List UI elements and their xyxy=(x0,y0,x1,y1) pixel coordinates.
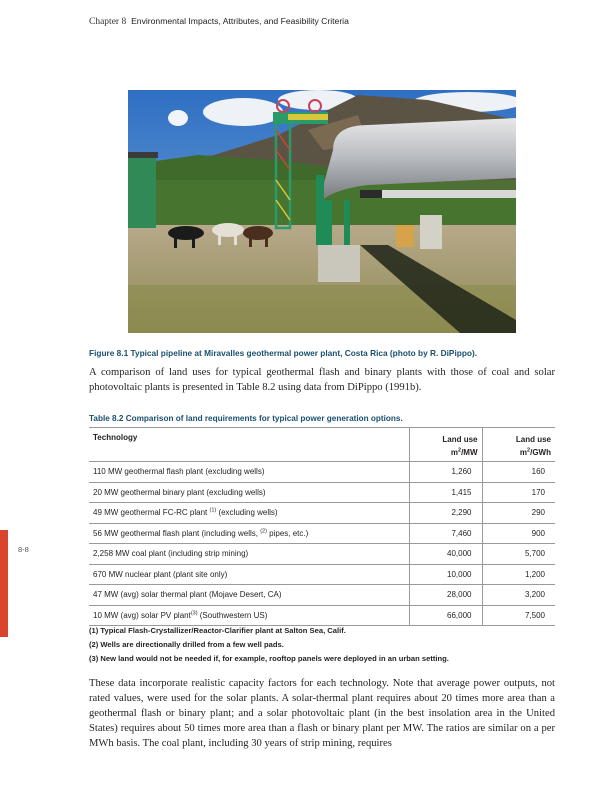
column-header-land-use-mw xyxy=(409,428,482,462)
technology-cell xyxy=(89,544,409,565)
unit-exponent: 2 xyxy=(458,447,462,454)
footnote-3: (3) New land would not be needed if, for example, rooftop panels were deployed in an urban setting. xyxy=(89,654,449,663)
cell-text: 20 MW geothermal binary plant (excluding wells) xyxy=(93,487,266,497)
table-footnotes xyxy=(89,624,449,666)
cell-text: 47 MW (avg) solar thermal plant (Mojave Desert, CA) xyxy=(93,590,282,600)
technology-cell xyxy=(89,503,409,524)
land-use-gwh-cell: 900 xyxy=(482,523,555,544)
photo-image-icon xyxy=(128,90,516,333)
table-row xyxy=(89,523,555,544)
column-header-land-use-gwh xyxy=(482,428,555,462)
technology-cell xyxy=(89,564,409,585)
land-use-gwh-cell: 7,500 xyxy=(482,605,555,626)
cell-text: 56 MW geothermal flash plant (including wells, xyxy=(93,528,261,538)
land-use-table xyxy=(89,427,555,626)
land-use-mw-cell: 66,000 xyxy=(409,605,482,626)
land-use-mw-cell: 1,415 xyxy=(409,482,482,503)
table-row xyxy=(89,482,555,503)
chapter-title: Environmental Impacts, Attributes, and Feasibility Criteria xyxy=(131,16,349,26)
table-row xyxy=(89,585,555,606)
page-number: 8-8 xyxy=(18,545,29,554)
cell-text: 10 MW (avg) solar PV plant xyxy=(93,610,191,620)
technology-cell xyxy=(89,462,409,483)
table-row xyxy=(89,462,555,483)
table-header-row xyxy=(89,428,555,462)
table-row xyxy=(89,503,555,524)
figure-photo xyxy=(128,90,516,333)
table-caption: Table 8.2 Comparison of land requirements for typical power generation options. xyxy=(89,414,403,423)
land-use-gwh-cell: 3,200 xyxy=(482,585,555,606)
land-use-gwh-cell: 1,200 xyxy=(482,564,555,585)
cell-text: (excluding wells) xyxy=(216,508,278,518)
footnote-2: (2) Wells are directionally drilled from a few well pads. xyxy=(89,640,284,649)
technology-cell xyxy=(89,585,409,606)
cell-text: 110 MW geothermal flash plant (excluding wells) xyxy=(93,467,265,477)
land-use-mw-cell: 40,000 xyxy=(409,544,482,565)
land-use-mw-cell: 1,260 xyxy=(409,462,482,483)
running-header xyxy=(89,16,349,27)
footnote-ref: (1) xyxy=(209,507,217,514)
unit: /MW xyxy=(461,448,478,457)
land-use-mw-cell: 2,290 xyxy=(409,503,482,524)
table-row xyxy=(89,564,555,585)
unit: m xyxy=(450,448,458,457)
technology-cell xyxy=(89,605,409,626)
footnote-ref: (2) xyxy=(260,528,267,535)
unit: /GWh xyxy=(530,448,551,457)
land-use-mw-cell: 10,000 xyxy=(409,564,482,585)
unit-exponent: 2 xyxy=(527,447,531,454)
unit: m xyxy=(519,448,528,457)
land-use-gwh-cell: 170 xyxy=(482,482,555,503)
technology-cell xyxy=(89,482,409,503)
chapter-side-tab xyxy=(0,530,8,637)
cell-text: 49 MW geothermal FC-RC plant xyxy=(93,508,210,518)
land-use-gwh-cell: 160 xyxy=(482,462,555,483)
paragraph-intro: A comparison of land uses for typical geothermal flash and binary plants with those of coal and solar photovoltaic plants is presented in Table 8.2 using data from DiPippo (1991b). xyxy=(89,367,555,393)
column-header-technology: Technology xyxy=(89,428,409,462)
header-line: Land use xyxy=(442,435,478,444)
land-use-mw-cell: 28,000 xyxy=(409,585,482,606)
header-line: Land use xyxy=(515,435,551,444)
footnote-1: (1) Typical Flash-Crystallizer/Reactor-Clarifier plant at Salton Sea, Calif. xyxy=(89,626,346,635)
footnote-ref: (3) xyxy=(190,610,198,617)
land-use-gwh-cell: 290 xyxy=(482,503,555,524)
chapter-label: Chapter 8 xyxy=(89,17,127,27)
technology-cell xyxy=(89,523,409,544)
paragraph-discussion: These data incorporate realistic capacity factors for each technology. Note that average power outputs, not rated values, were used for the solar plants. A solar-thermal plant requires about 20 times more area than a geothermal flash or binary plant; and a solar photovoltaic plant (in the best insolation area in the United States) requires about 50 times more area than a flash or binary plant per MW. The ratios are similar on a per MWh basis. The coal plant, including 30 years of strip mining, requires xyxy=(89,678,555,749)
land-use-gwh-cell: 5,700 xyxy=(482,544,555,565)
cell-text: pipes, etc.) xyxy=(266,528,309,538)
table-row xyxy=(89,544,555,565)
cell-text: (Southwestern US) xyxy=(197,610,268,620)
land-use-mw-cell: 7,460 xyxy=(409,523,482,544)
cell-text: 2,258 MW coal plant (including strip mining) xyxy=(93,549,249,559)
figure-caption: Figure 8.1 Typical pipeline at Miravalles geothermal power plant, Costa Rica (photo by R. DiPippo). xyxy=(89,348,478,358)
table-row xyxy=(89,605,555,626)
cell-text: 670 MW nuclear plant (plant site only) xyxy=(93,569,228,579)
